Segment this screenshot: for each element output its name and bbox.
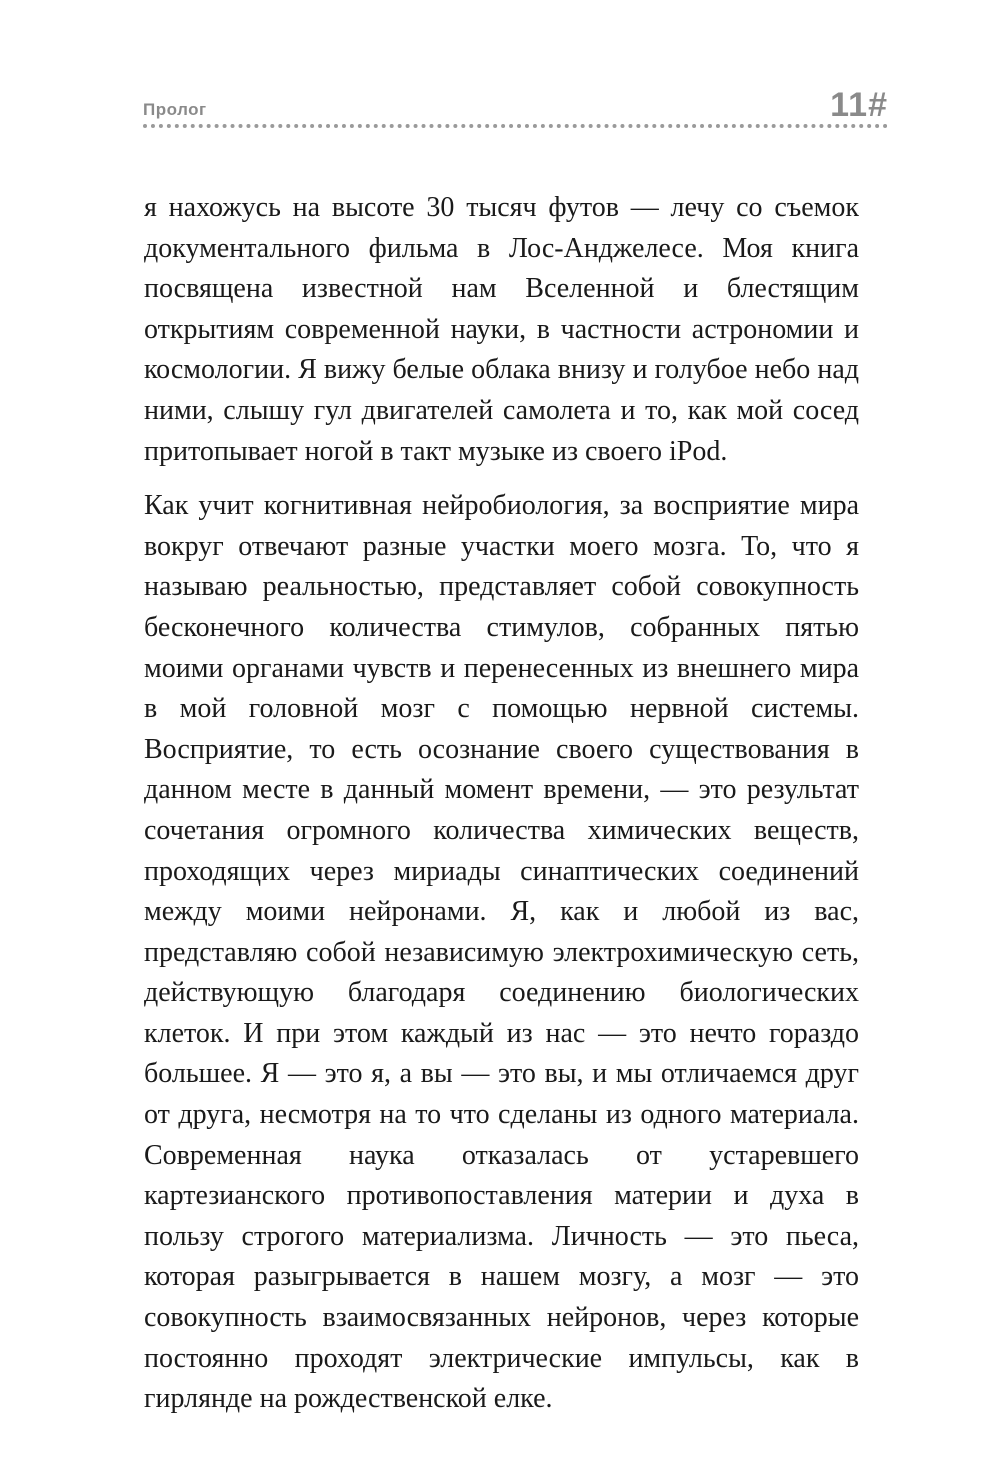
running-head	[143, 88, 888, 128]
body-text	[144, 188, 859, 1420]
section-title: Пролог	[143, 100, 207, 119]
page-number: 11#	[830, 86, 888, 124]
paragraph: Как учит когнитивная нейробиология, за восприятие мира вокруг отвечают разные участки моего мозга. То, что я называю реальностью, представляет собой совокупность бесконечного количества стимулов, собранных пятью моими органами чувств и перенесенных из внешнего мира в мой головной мозг с помощью нервной системы. Восприятие, то есть осознание своего существования в данном месте в данный момент времени, — это результат сочетания огромного количества химических веществ, проходящих через мириады синаптических соединений между моими нейронами. Я, как и любой из вас, представляю собой независимую электрохимическую сеть, действующую благодаря соединению биологических клеток. И при этом каждый из нас — это нечто гораздо большее. Я — это я, а вы — это вы, и мы отличаемся друг от друга, несмотря на то что сделаны из одного материала. Современная наука отказалась от устаревшего картезианского противопоставления материи и духа в пользу строгого материализма. Личность — это пьеса, которая разыгрывается в нашем мозгу, а мозг — это совокупность взаимосвязанных нейронов, через которые постоянно проходят электрические импульсы, как в гирлянде на рождественской елке.	[144, 490, 859, 1415]
paragraph: я нахожусь на высоте 30 тысяч футов — лечу со съемок документального фильма в Лос-Анджелесе. Моя книга посвящена известной нам Вселенной и блестящим открытиям современной науки, в частности астрономии и космологии. Я вижу белые облака внизу и голубое небо над ними, слышу гул двигателей самолета и то, как мой сосед притопывает ногой в такт музыке из своего iPod.	[144, 192, 859, 467]
header-divider	[143, 124, 888, 128]
